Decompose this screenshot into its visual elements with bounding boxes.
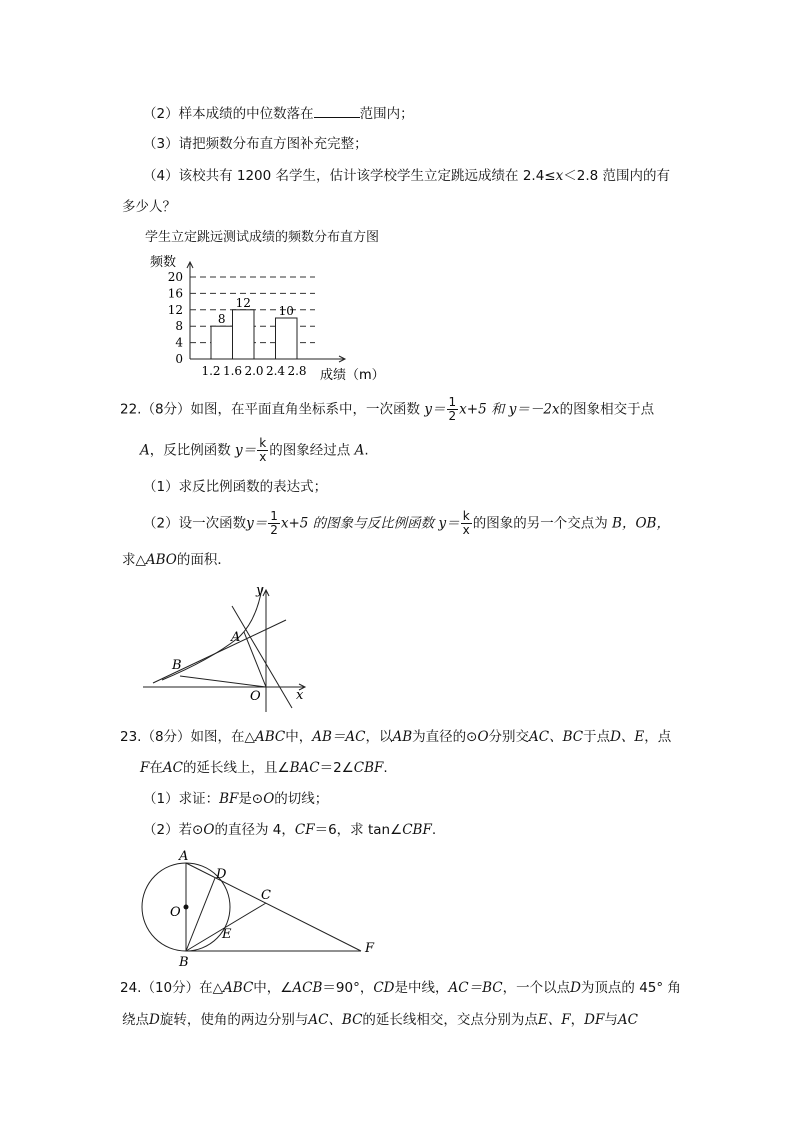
fraction-half: $\frac{1}{2}$	[448, 395, 457, 423]
label-B: B	[179, 955, 189, 970]
q21-part2: （2）样本成绩的中位数落在 范围内；	[143, 103, 414, 124]
y-tick-label: 4	[175, 335, 183, 350]
segment-BC	[186, 903, 266, 951]
fraction-half-2: $\frac{1}{2}$	[270, 509, 278, 537]
circle-O	[142, 863, 230, 951]
x-tick-label: 1.2	[201, 364, 221, 378]
x-axis-title: 成绩（m）	[320, 368, 385, 383]
label-A: A	[231, 630, 241, 645]
q21-part4-cont: 多少人？	[122, 199, 176, 215]
q24-line1: 24.（10分）在△ABC中，∠ACB＝90°，CD是中线，AC＝BC，一个以点D为顶点的 45° 角	[120, 980, 681, 996]
x-tick-label: 2.0	[244, 364, 264, 378]
q23-part2: （2）若⊙O的直径为 4，CF＝6，求 tan∠CBF.	[143, 822, 437, 838]
line-half-x-plus-5	[153, 620, 286, 683]
segment-BD	[186, 878, 215, 951]
q21-part4: （4）该校共有 1200 名学生，估计该学校学生立定跳远成绩在 2.4≤x＜2.8 范围内的有	[143, 168, 670, 184]
segment-AF	[186, 863, 361, 951]
center-dot	[184, 905, 189, 910]
q23-line2: F在AC的延长线上，且∠BAC＝2∠CBF.	[140, 760, 388, 776]
label-C: C	[261, 888, 271, 903]
x-tick-label: 2.8	[287, 364, 307, 378]
bar-label: 10	[278, 304, 294, 318]
q23-part1: （1）求证：BF是⊙O的切线；	[143, 791, 329, 807]
label-x: x	[296, 688, 304, 703]
segment-OA	[244, 632, 266, 687]
y-axis-arrow	[187, 262, 193, 268]
fraction-k-over-x: $\frac{k}{x}$	[259, 436, 267, 464]
q22-part2: （2）设一次函数y＝ $\frac{1}{2}$ x+5 的图象与反比例函数 y＝ $\frac{k}{x}$ 的图象的另一个交点为 B，OB，	[143, 509, 670, 537]
y-tick-label: 20	[167, 270, 183, 284]
x-axis-arrow	[339, 356, 345, 362]
line-y-2x	[232, 606, 292, 708]
histogram-title: 学生立定跳远测试成绩的频数分布直方图	[145, 230, 380, 245]
answer-blank	[314, 103, 360, 118]
y-tick-label: 8	[175, 319, 183, 334]
bar-label: 8	[217, 312, 226, 327]
y-axis-title: 频数	[150, 255, 177, 270]
label-F: F	[365, 941, 375, 956]
q23-line1: 23.（8分）如图，在△ABC中，AB＝AC，以AB为直径的⊙O分别交AC、BC于点D、E，点	[120, 729, 672, 745]
label-B: B	[172, 658, 182, 673]
q22-line2: A，反比例函数 y＝ $\frac{k}{x}$ 的图象经过点 A.	[140, 436, 369, 464]
label-D: D	[216, 867, 227, 882]
bar	[211, 326, 233, 359]
bar	[233, 310, 255, 359]
y-tick-label: 16	[167, 286, 183, 301]
q24-line2: 绕点D旋转，使角的两边分别与AC、BC的延长线相交，交点分别为点E、F，DF与AC	[122, 1012, 638, 1028]
x-tick-label: 2.4	[265, 364, 286, 378]
x-tick-label: 1.6	[222, 364, 243, 378]
q22-part1: （1）求反比例函数的表达式；	[143, 479, 328, 495]
label-O: O	[250, 689, 261, 704]
segment-OB	[180, 676, 266, 687]
label-E: E	[222, 927, 232, 942]
bar	[276, 318, 298, 359]
label-y: y	[256, 583, 264, 598]
label-A: A	[179, 849, 189, 864]
hyperbola-curve	[162, 588, 262, 680]
y-tick-label: 0	[175, 352, 183, 366]
q22-line1: 22.（8分）如图，在平面直角坐标系中，一次函数 y＝ $\frac{1}{2}$ x+5 和 y＝－2x的图象相交于点	[120, 395, 655, 423]
fraction-k-over-x-2: $\frac{k}{x}$	[462, 509, 470, 537]
y-tick-label: 12	[167, 302, 183, 317]
label-O: O	[170, 905, 181, 920]
bar-label: 12	[235, 295, 251, 310]
q21-part3: （3）请把频数分布直方图补充完整；	[143, 136, 368, 152]
q22-part2-cont: 求△ABO的面积．	[122, 552, 231, 568]
